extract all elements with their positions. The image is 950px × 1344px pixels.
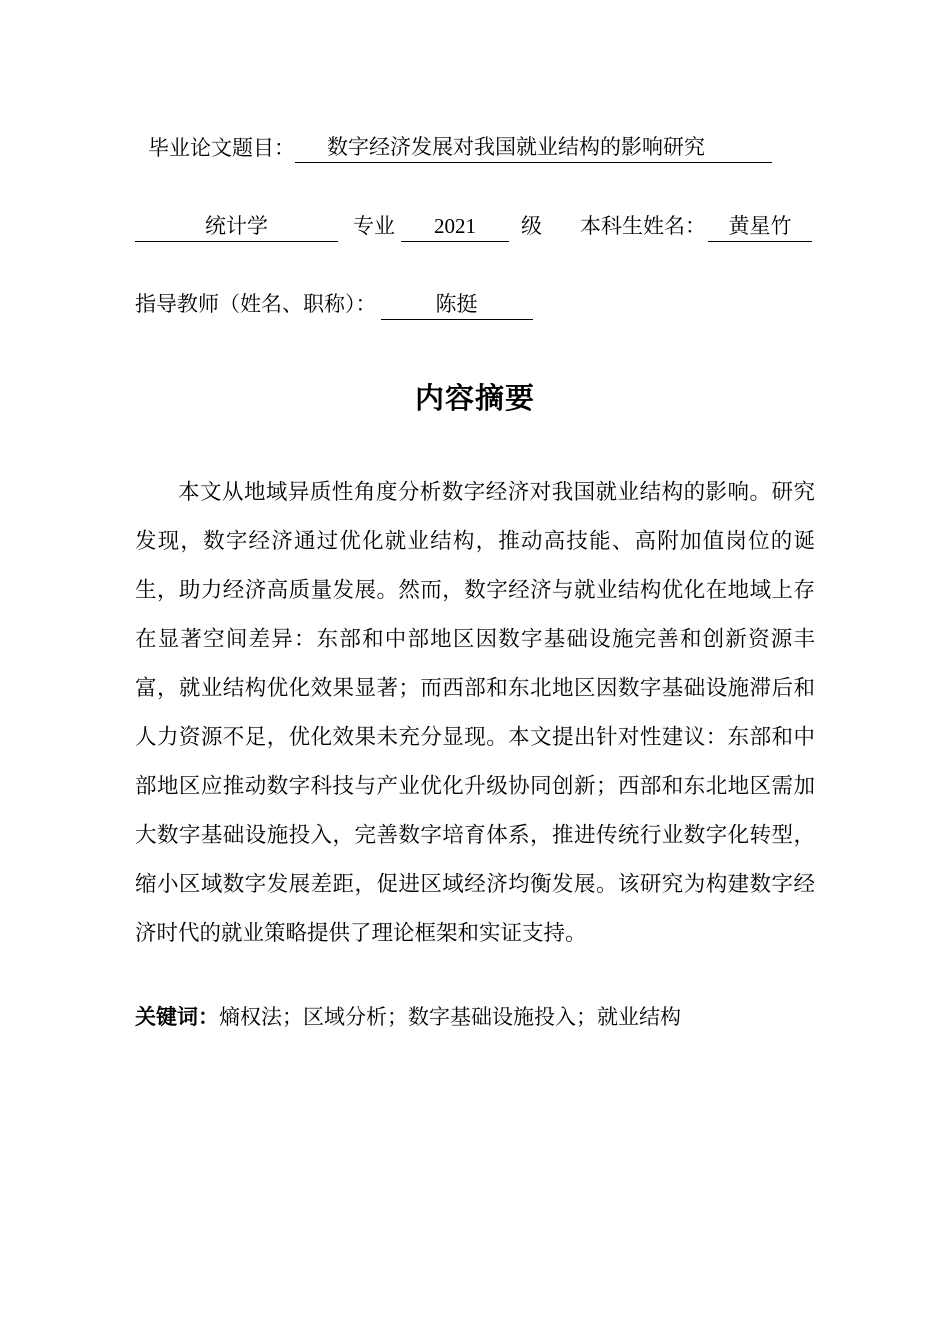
student-name-label: 本科生姓名： — [580, 214, 706, 238]
advisor-line — [135, 289, 815, 320]
major-underline — [135, 211, 338, 242]
year-underline — [401, 211, 509, 242]
year-value: 2021 — [434, 214, 476, 238]
grade-label: 级 — [521, 214, 542, 238]
major-label: 专业 — [353, 214, 395, 238]
major-value: 统计学 — [205, 214, 268, 238]
student-name-value: 黄星竹 — [728, 214, 792, 238]
advisor-label: 指导教师（姓名、职称）： — [135, 292, 377, 316]
advisor-underline — [381, 289, 533, 320]
keywords-line — [135, 1002, 815, 1033]
thesis-title-value: 数字经济发展对我国就业结构的影响研究 — [327, 135, 705, 159]
keywords-label: 关键词： — [135, 1006, 219, 1029]
keywords-value: 熵权法；区域分析；数字基础设施投入；就业结构 — [219, 1005, 681, 1029]
thesis-title-underline — [295, 132, 772, 163]
abstract-heading: 内容摘要 — [414, 383, 535, 415]
abstract-paragraph: 本文从地域异质性角度分析数字经济对我国就业结构的影响。研究发现，数字经济通过优化就业结构，推动高技能、高附加值岗位的诞生，助力经济高质量发展。然而，数字经济与就业结构优化在地域上存在显著空间差异：东部和中部地区因数字基础设施完善和创新资源丰富，就业结构优化效果显著；而西部和东北地区因数字基础设施滞后和人力资源不足，优化效果未充分显现。本文提出针对性建议：东部和中部地区应推动数字科技与产业优化升级协同创新；西部和东北地区需加大数字基础设施投入，完善数字培育体系，推进传统行业数字化转型，缩小区域数字发展差距，促进区域经济均衡发展。该研究为构建数字经济时代的就业策略提供了理论框架和实证支持。 — [135, 480, 815, 945]
thesis-title-label: 毕业论文题目： — [148, 136, 295, 160]
thesis-title-line — [135, 132, 815, 163]
student-name-underline — [708, 211, 812, 242]
advisor-value: 陈挺 — [435, 292, 478, 316]
program-info-line — [135, 211, 815, 242]
